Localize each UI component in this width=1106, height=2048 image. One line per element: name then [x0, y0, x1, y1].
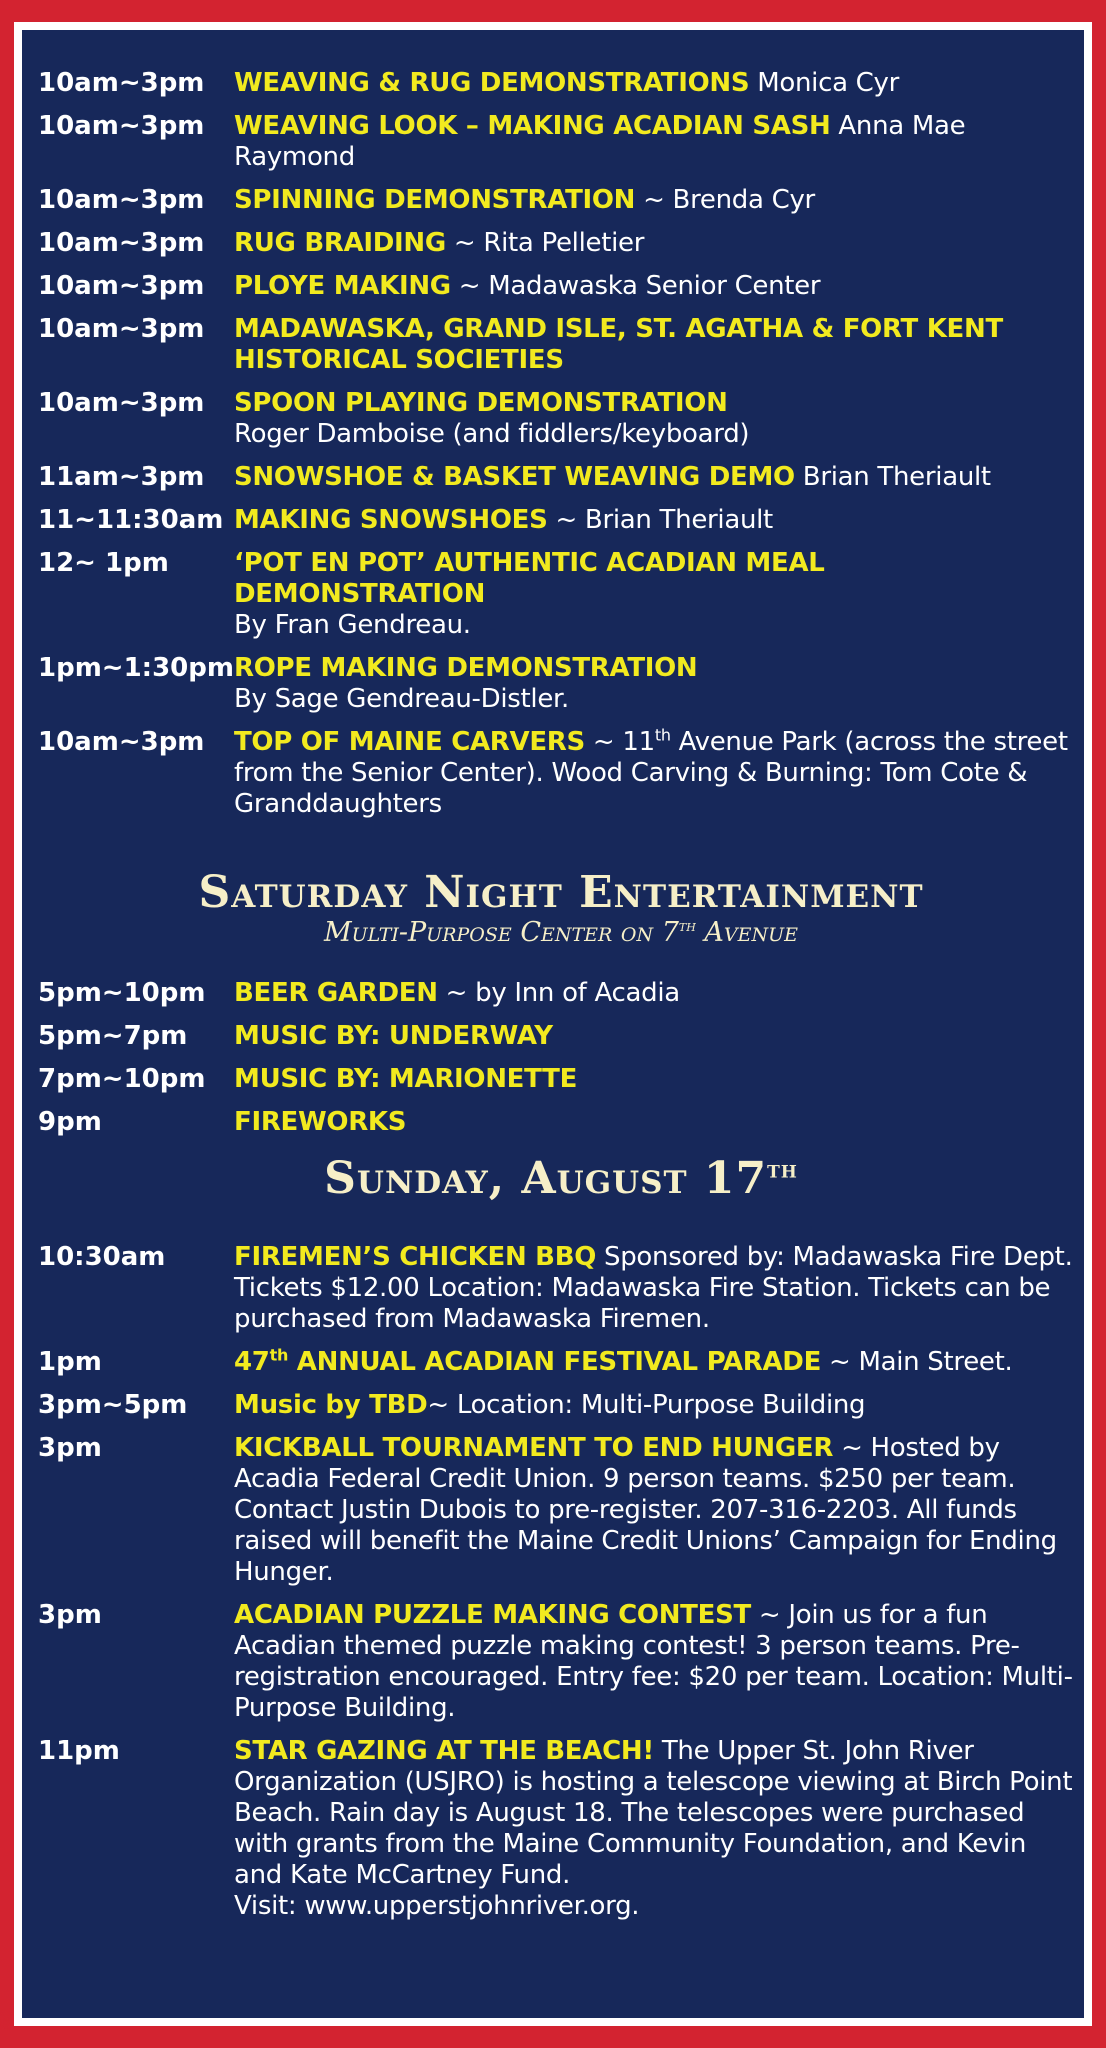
event-detail: The Upper St. John River Organization (USJRO) is hosting a telescope viewing at Birch Point Beach. Rain day is August 18. The telescopes were purchased with grants from the Maine Community Foundation, and Kevin and Kate McCartney Fund. — [234, 1736, 1073, 1890]
event-description — [234, 653, 1074, 715]
event-description — [234, 727, 1074, 820]
schedule-row — [38, 1064, 1084, 1095]
event-title: TOP OF MAINE CARVERS — [234, 727, 585, 757]
ordinal-suffix: th — [767, 1154, 798, 1184]
event-time: 12~ 1pm — [38, 548, 169, 578]
event-description — [234, 1242, 1074, 1335]
event-time: 11pm — [38, 1736, 120, 1766]
heading-text: Sunday, August 17 — [324, 1153, 768, 1204]
event-title: WEAVING & RUG DEMONSTRATIONS — [234, 68, 750, 98]
sunday-schedule — [38, 1242, 1084, 1335]
event-detail: Brian Theriault — [794, 462, 991, 492]
schedule-panel — [22, 30, 1084, 2018]
schedule-row — [38, 548, 1084, 641]
schedule-row — [38, 1600, 1084, 1724]
event-time: 7pm~10pm — [38, 1064, 206, 1094]
event-time: 10am~3pm — [38, 314, 205, 344]
schedule-row — [38, 111, 1084, 173]
event-description — [234, 1433, 1074, 1588]
schedule-row — [38, 978, 1084, 1009]
event-description — [234, 314, 1074, 376]
event-description — [234, 978, 1074, 1009]
event-detail: ~ by Inn of Acadia — [437, 978, 680, 1008]
event-description — [234, 1107, 1074, 1138]
saturday-night-schedule — [38, 978, 1084, 1138]
event-title: FIREWORKS — [234, 1107, 407, 1137]
event-time: 10am~3pm — [38, 68, 205, 98]
schedule-row — [38, 1107, 1084, 1138]
event-description — [234, 548, 1074, 641]
event-detail: ~ Brian Theriault — [547, 505, 773, 535]
event-time: 3pm~5pm — [38, 1390, 188, 1420]
event-description — [234, 68, 1074, 99]
event-description — [234, 462, 1074, 493]
ordinal-suffix: th — [654, 725, 671, 745]
event-title: ACADIAN PUZZLE MAKING CONTEST — [234, 1600, 751, 1630]
ordinal-suffix: th — [269, 1345, 289, 1365]
location-text: Multi-Purpose Center on 7 — [323, 917, 679, 948]
event-title: ‘POT EN POT’ AUTHENTIC ACADIAN MEAL DEMONSTRATION — [234, 548, 825, 609]
schedule-row — [38, 271, 1084, 302]
schedule-row — [38, 1390, 1084, 1421]
event-detail: By Fran Gendreau. — [234, 610, 471, 640]
schedule-row — [38, 1021, 1084, 1052]
event-title: MUSIC BY: MARIONETTE — [234, 1064, 578, 1094]
heading-text: Saturday Night Entertainment — [198, 867, 924, 918]
event-time: 5pm~7pm — [38, 1021, 188, 1051]
event-description — [234, 1064, 1074, 1095]
event-time: 10am~3pm — [38, 271, 205, 301]
event-detail: Roger Damboise (and fiddlers/keyboard) — [234, 419, 750, 449]
sunday-schedule-continued — [38, 1390, 1084, 1922]
event-time: 10am~3pm — [38, 228, 205, 258]
event-detail: ~ Brenda Cyr — [635, 185, 815, 215]
event-detail: ~ Main Street. — [821, 1347, 1013, 1377]
event-title: STAR GAZING AT THE BEACH! — [234, 1736, 654, 1766]
location-text: Avenue — [695, 917, 798, 948]
event-detail: ~ Hosted by Acadia Federal Credit Union. 9 person teams. $250 per team. Contact Justin Dubois to pre-register. 207-316-2203. All funds raised will benefit the Maine Credit Unions’ Campaign for Ending Hunger. — [234, 1433, 1057, 1587]
event-title: ROPE MAKING DEMONSTRATION — [234, 653, 698, 683]
event-title: PLOYE MAKING — [234, 271, 451, 301]
event-detail: ~ 11 — [584, 727, 655, 757]
schedule-row — [38, 653, 1084, 715]
schedule-row — [38, 185, 1084, 216]
parade-title: ANNUAL ACADIAN FESTIVAL PARADE — [288, 1347, 822, 1377]
event-time: 10:30am — [38, 1242, 166, 1272]
schedule-row — [38, 388, 1084, 450]
event-detail: ~ Madawaska Senior Center — [450, 271, 821, 301]
schedule-row — [38, 727, 1084, 820]
event-detail: Visit: www.upperstjohnriver.org. — [234, 1891, 640, 1921]
schedule-row — [38, 1433, 1084, 1588]
event-detail: Sponsored by: Madawaska Fire Dept. Tickets $12.00 Location: Madawaska Fire Station. Tickets can be purchased from Madawaska Firemen. — [234, 1242, 1073, 1334]
event-title — [234, 1347, 821, 1377]
event-description — [234, 1736, 1074, 1922]
event-title: BEER GARDEN — [234, 978, 438, 1008]
event-detail: ~ Rita Pelletier — [445, 228, 645, 258]
event-description — [234, 185, 1074, 216]
event-time: 11am~3pm — [38, 462, 205, 492]
schedule-row — [38, 1242, 1084, 1335]
event-time: 10am~3pm — [38, 111, 205, 141]
schedule-row — [38, 505, 1084, 536]
event-detail: Monica Cyr — [749, 68, 899, 98]
event-title: MUSIC BY: UNDERWAY — [234, 1021, 553, 1051]
event-time: 3pm — [38, 1600, 102, 1630]
event-time: 10am~3pm — [38, 388, 205, 418]
schedule-row — [38, 314, 1084, 376]
schedule-row — [38, 228, 1084, 259]
event-description — [234, 505, 1074, 536]
sunday-heading — [38, 1154, 1084, 1204]
parade-number: 47 — [234, 1347, 270, 1377]
event-detail: Anna Mae Raymond — [234, 111, 966, 172]
event-description — [234, 111, 1074, 173]
schedule-row — [38, 462, 1084, 493]
schedule-row — [38, 1736, 1084, 1922]
event-title: Music by TBD — [234, 1390, 428, 1420]
event-time: 1pm~1:30pm — [38, 653, 234, 683]
event-description — [234, 1390, 1074, 1421]
event-title: MADAWASKA, GRAND ISLE, ST. AGATHA & FORT KENT HISTORICAL SOCIETIES — [234, 314, 1003, 375]
event-title: RUG BRAIDING — [234, 228, 446, 258]
saturday-night-location — [38, 918, 1084, 948]
event-title: KICKBALL TOURNAMENT TO END HUNGER — [234, 1433, 834, 1463]
event-time: 10am~3pm — [38, 185, 205, 215]
event-time: 5pm~10pm — [38, 978, 206, 1008]
event-detail: By Sage Gendreau-Distler. — [234, 684, 569, 714]
schedule-row — [38, 68, 1084, 99]
ordinal-suffix: th — [678, 917, 696, 935]
event-detail: ~ Location: Multi-Purpose Building — [427, 1390, 866, 1420]
event-description — [234, 228, 1074, 259]
event-title: SNOWSHOE & BASKET WEAVING DEMO — [234, 462, 795, 492]
saturday-day-schedule — [38, 68, 1084, 715]
event-time: 3pm — [38, 1433, 102, 1463]
event-time: 1pm — [38, 1347, 102, 1377]
event-description — [234, 1600, 1074, 1724]
event-title: SPOON PLAYING DEMONSTRATION — [234, 388, 728, 418]
event-title: MAKING SNOWSHOES — [234, 505, 548, 535]
event-detail: ~ Join us for a fun Acadian themed puzzle making contest! 3 person teams. Pre-registration encouraged. Entry fee: $20 per team. Location: Multi-Purpose Building. — [234, 1600, 1073, 1723]
event-description — [234, 1347, 1074, 1378]
event-detail: Avenue Park (across the street from the Senior Center). Wood Carving & Burning: Tom Cote & Granddaughters — [234, 727, 1068, 819]
event-description — [234, 271, 1074, 302]
event-title: WEAVING LOOK – MAKING ACADIAN SASH — [234, 111, 831, 141]
saturday-night-heading — [38, 868, 1084, 918]
event-description — [234, 1021, 1074, 1052]
event-title: FIREMEN’S CHICKEN BBQ — [234, 1242, 597, 1272]
schedule-row — [38, 1347, 1084, 1378]
event-description — [234, 388, 1074, 450]
event-time: 11~11:30am — [38, 505, 224, 535]
event-title: SPINNING DEMONSTRATION — [234, 185, 636, 215]
event-time: 10am~3pm — [38, 727, 205, 757]
event-time: 9pm — [38, 1107, 102, 1137]
